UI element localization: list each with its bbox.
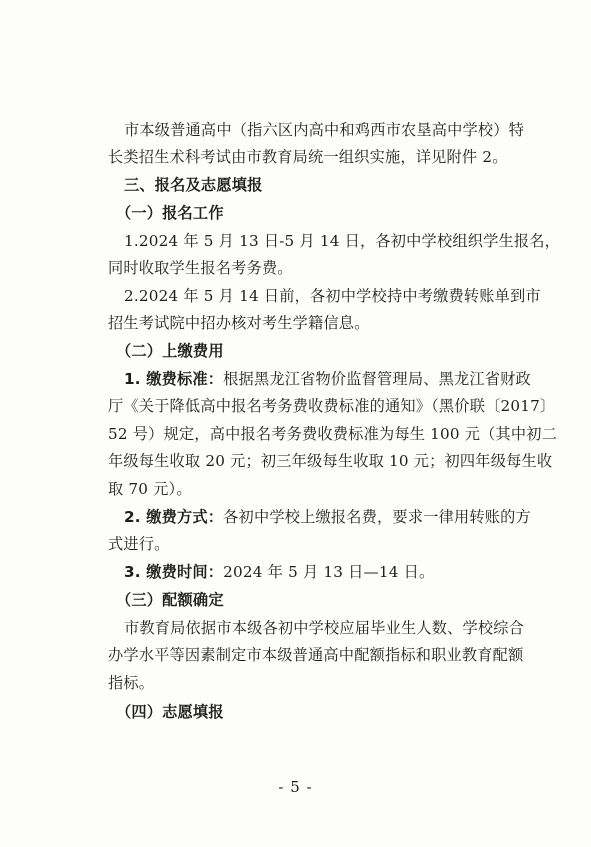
fee-time-line bbox=[124, 562, 544, 582]
subheading-1: （一）报名工作 bbox=[116, 204, 224, 222]
para-line-11: 厅《关于降低高中报名考务费收费标准的通知》（黑价联〔2017〕 bbox=[108, 397, 556, 415]
para-line-7: 2.2024 年 5 月 14 日前，各初中学校持中考缴费转账单到市 bbox=[124, 287, 541, 305]
para-line-5: 1.2024 年 5 月 13 日-5 月 14 日，各初中学校组织学生报名， bbox=[124, 232, 561, 250]
fee-standard-line bbox=[124, 369, 544, 389]
subheading-3: （三）配额确定 bbox=[116, 591, 224, 609]
para-line-14: 取 70 元）。 bbox=[108, 480, 192, 498]
para-line-8: 招生考试院中招办核对考生学籍信息。 bbox=[108, 314, 370, 332]
para-line-16: 式进行。 bbox=[108, 535, 170, 553]
para-line-13: 年级每生收取 20 元；初三年级每生收取 10 元；初四年级每生收 bbox=[108, 452, 553, 470]
para-line-2: 长类招生术科考试由市教育局统一组织实施，详见附件 2。 bbox=[108, 148, 508, 166]
subheading-2: （二）上缴费用 bbox=[116, 342, 224, 360]
para-line-19: 市教育局依据市本级各初中学校应届毕业生人数、学校综合 bbox=[124, 619, 525, 637]
fee-time-text: 2024 年 5 月 13 日—14 日。 bbox=[223, 563, 435, 581]
para-line-6: 同时收取学生报名考务费。 bbox=[108, 259, 293, 277]
para-line-21: 指标。 bbox=[108, 674, 155, 692]
section-heading-3: 三、报名及志愿填报 bbox=[124, 176, 263, 194]
fee-time-label: 3. 缴费时间： bbox=[124, 563, 224, 581]
fee-standard-text: 根据黑龙江省物价监督管理局、黑龙江省财政 bbox=[223, 370, 531, 388]
fee-standard-label: 1. 缴费标准： bbox=[124, 370, 224, 388]
para-line-20: 办学水平等因素制定市本级普通高中配额指标和职业教育配额 bbox=[108, 646, 524, 664]
fee-method-text: 各初中学校上缴报名费，要求一律用转账的方 bbox=[223, 508, 531, 526]
fee-method-label: 2. 缴费方式： bbox=[124, 508, 224, 526]
para-line-12: 52 号）规定，高中报名考务费收费标准为每生 100 元（其中初二 bbox=[108, 425, 558, 443]
para-line-1: 市本级普通高中（指六区内高中和鸡西市农垦高中学校）特 bbox=[124, 121, 525, 139]
subheading-4: （四）志愿填报 bbox=[116, 703, 224, 721]
page-number: - 5 - bbox=[278, 778, 313, 796]
fee-method-line bbox=[124, 507, 544, 527]
